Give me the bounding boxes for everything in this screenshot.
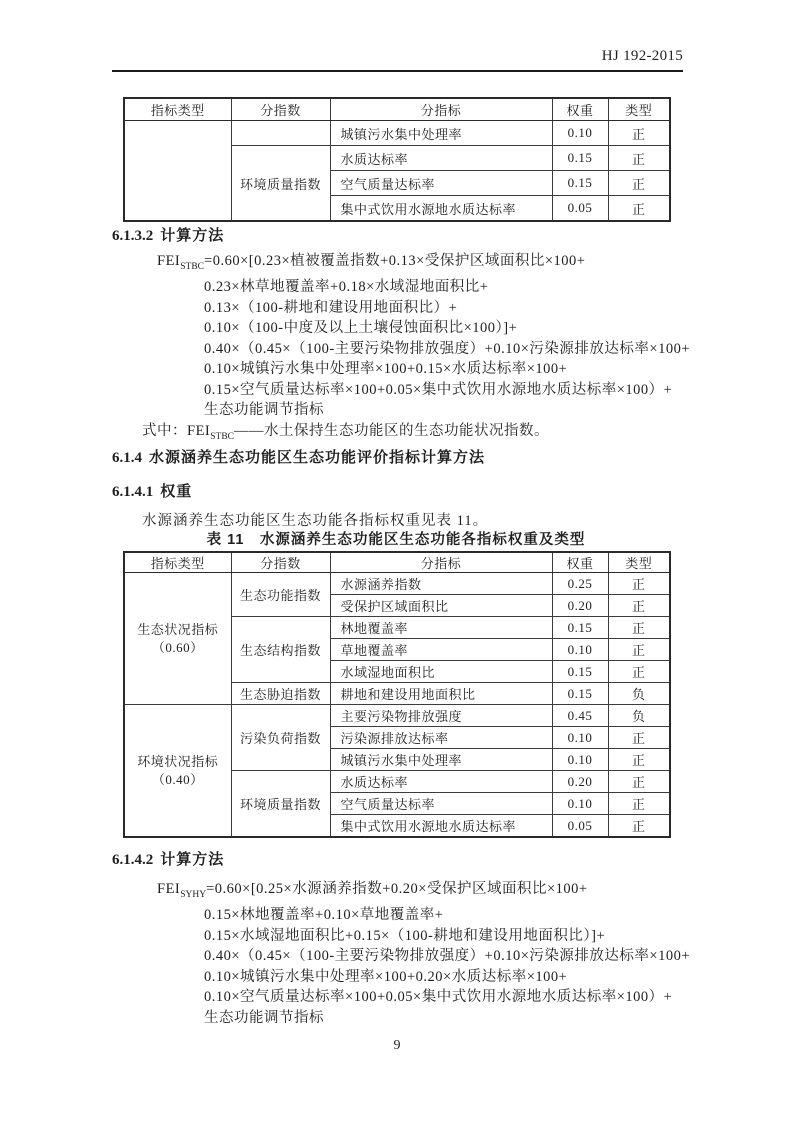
table-row [124, 573, 670, 595]
section-title: 权重 [160, 483, 193, 500]
table-cell-weight: 0.10 [552, 727, 608, 749]
formula-line [157, 251, 690, 277]
table-cell-weight: 0.10 [552, 793, 608, 815]
table-cell-subindex: 生态功能指数 [231, 573, 330, 617]
table-cell-subindicator: 主要污染物排放强度 [330, 705, 552, 727]
formula-line: 0.13×（100-耕地和建设用地面积比）+ [204, 299, 458, 316]
header-rule [112, 70, 683, 72]
formula-line [157, 879, 690, 905]
table-cell-weight: 0.20 [552, 771, 608, 793]
paragraph-weights-reference: 水源涵养生态功能区生态功能各指标权重见表 11。 [142, 513, 489, 529]
table-cell-weight: 0.15 [552, 171, 608, 196]
table-cell-weight: 0.15 [552, 617, 608, 639]
section-title: 计算方法 [160, 227, 225, 244]
table-cell-subindex: 生态胁迫指数 [231, 683, 330, 705]
table-cell-polarity: 正 [608, 171, 670, 196]
column-header-subindex: 分指数 [231, 98, 330, 121]
indicator-type-label: 环境状况指标 [137, 753, 219, 769]
table-cell-empty-subindex [231, 121, 330, 146]
section-number: 6.1.3.2 [112, 228, 154, 244]
formula-line: 生态功能调节指标 [204, 402, 324, 419]
table-row [124, 705, 670, 727]
column-header-indicator-type: 指标类型 [124, 98, 231, 121]
column-header-subindex: 分指数 [231, 552, 330, 573]
table-cell-subindicator: 集中式饮用水源地水质达标率 [330, 815, 552, 838]
formula-line: 0.10×城镇污水集中处理率×100+0.15×水质达标率×100+ [204, 361, 568, 378]
formula-variable: FEI [187, 423, 211, 439]
table-cell-polarity: 负 [608, 683, 670, 705]
table-cell-subindicator: 污染源排放达标率 [330, 727, 552, 749]
table-cell-weight: 0.05 [552, 196, 608, 222]
formula-line: 0.40×（0.45×（100-主要污染物排放强度）+0.10×污染源排放达标率×100+ [204, 948, 691, 965]
where-prefix: 式中： [142, 423, 187, 439]
section-title: 水源涵养生态功能区生态功能评价指标计算方法 [149, 449, 486, 466]
table-cell-subindex: 生态结构指数 [231, 617, 330, 683]
section-number: 6.1.4.1 [112, 484, 154, 500]
section-heading-6-1-4-1 [112, 480, 192, 501]
table-cell-subindicator: 耕地和建设用地面积比 [330, 683, 552, 705]
table-cell-polarity: 正 [608, 771, 670, 793]
table-cell-polarity: 正 [608, 121, 670, 146]
table-cell-polarity: 正 [608, 196, 670, 222]
table-cell-polarity: 正 [608, 727, 670, 749]
table-cell-subindicator: 城镇污水集中处理率 [330, 749, 552, 771]
table-cell-indicator-type [124, 705, 231, 838]
table-cell-polarity: 负 [608, 705, 670, 727]
table-cell-polarity: 正 [608, 639, 670, 661]
table-cell-subindicator: 空气质量达标率 [330, 171, 552, 196]
formula-subscript: STBC [180, 261, 205, 272]
formula-variable: FEI [157, 881, 181, 897]
formula-variable: FEI [157, 253, 181, 269]
section-heading-6-1-4 [112, 446, 485, 467]
table-cell-subindicator: 水源涵养指数 [330, 573, 552, 595]
where-definition: ——水土保持生态功能区的生态功能状况指数。 [234, 423, 550, 439]
table-cell-weight: 0.15 [552, 683, 608, 705]
formula-line: 生态功能调节指标 [204, 1009, 324, 1026]
column-header-polarity: 类型 [608, 98, 670, 121]
table-cell-weight: 0.15 [552, 146, 608, 171]
table-cell-weight: 0.20 [552, 595, 608, 617]
formula-line: 0.15×林地覆盖率+0.10×草地覆盖率+ [204, 907, 444, 924]
table-cell-polarity: 正 [608, 617, 670, 639]
table-cell-subindex: 环境质量指数 [231, 146, 330, 222]
table-cell-subindicator: 集中式饮用水源地水质达标率 [330, 196, 552, 222]
formula-where-clause [142, 419, 549, 442]
table-cell-empty-type [124, 121, 231, 222]
formula-line: 0.10×城镇污水集中处理率×100+0.20×水质达标率×100+ [204, 968, 568, 985]
column-header-weight: 权重 [552, 552, 608, 573]
table-11-caption: 表 11 水源涵养生态功能区生态功能各指标权重及类型 [206, 532, 586, 548]
indicator-type-weight: （0.40） [151, 771, 204, 787]
section-heading-6-1-4-2 [112, 848, 224, 869]
section-title: 计算方法 [160, 851, 225, 868]
table-cell-polarity: 正 [608, 815, 670, 838]
table-cell-polarity: 正 [608, 573, 670, 595]
page-number: 9 [393, 1038, 401, 1053]
table-cell-subindicator: 受保护区域面积比 [330, 595, 552, 617]
formula-text: =0.60×[0.23×植被覆盖指数+0.13×受保护区域面积比×100+ [204, 253, 586, 269]
table-cell-indicator-type [124, 573, 231, 705]
column-header-indicator-type: 指标类型 [124, 552, 231, 573]
table-cell-subindicator: 水域湿地面积比 [330, 661, 552, 683]
table-cell-polarity: 正 [608, 146, 670, 171]
formula-text: =0.60×[0.25×水源涵养指数+0.20×受保护区域面积比×100+ [206, 881, 588, 897]
formula-subscript: STBC [210, 431, 235, 442]
formula-fei-stbc [157, 251, 690, 421]
table-cell-subindicator: 林地覆盖率 [330, 617, 552, 639]
weight-table-continued [123, 97, 671, 222]
table-cell-polarity: 正 [608, 749, 670, 771]
table-cell-subindex: 环境质量指数 [231, 771, 330, 838]
table-cell-weight: 0.05 [552, 815, 608, 838]
table-cell-weight: 0.15 [552, 661, 608, 683]
formula-subscript: SYHY [180, 889, 207, 900]
column-header-subindicator: 分指标 [330, 552, 552, 573]
indicator-type-weight: （0.60） [151, 639, 204, 655]
formula-line: 0.23×林草地覆盖率+0.18×水域湿地面积比+ [204, 279, 489, 296]
table-row [124, 121, 670, 146]
table-header-row [124, 552, 670, 573]
section-number: 6.1.4.2 [112, 852, 154, 868]
column-header-polarity: 类型 [608, 552, 670, 573]
table-cell-subindicator: 城镇污水集中处理率 [330, 121, 552, 146]
table-cell-weight: 0.45 [552, 705, 608, 727]
table-cell-subindicator: 水质达标率 [330, 771, 552, 793]
formula-fei-syhy [157, 879, 690, 1028]
doc-code-header: HJ 192-2015 [601, 48, 683, 64]
section-heading-6-1-3-2 [112, 224, 224, 245]
formula-line: 0.10×（100-中度及以上土壤侵蚀面积比×100）]+ [204, 320, 518, 337]
section-number: 6.1.4 [112, 450, 142, 466]
table-cell-polarity: 正 [608, 661, 670, 683]
table-cell-polarity: 正 [608, 595, 670, 617]
table-cell-weight: 0.10 [552, 639, 608, 661]
formula-line: 0.40×（0.45×（100-主要污染物排放强度）+0.10×污染源排放达标率×100+ [204, 340, 691, 357]
indicator-type-label: 生态状况指标 [137, 621, 219, 637]
formula-line: 0.15×水域湿地面积比+0.15×（100-耕地和建设用地面积比）]+ [204, 927, 606, 944]
table-cell-weight: 0.10 [552, 749, 608, 771]
formula-line: 0.10×空气质量达标率×100+0.05×集中式饮用水源地水质达标率×100）+ [204, 989, 673, 1006]
table-cell-subindicator: 空气质量达标率 [330, 793, 552, 815]
column-header-subindicator: 分指标 [330, 98, 552, 121]
table-cell-weight: 0.10 [552, 121, 608, 146]
column-header-weight: 权重 [552, 98, 608, 121]
table-11 [123, 551, 671, 838]
table-cell-subindicator: 水质达标率 [330, 146, 552, 171]
table-header-row [124, 98, 670, 121]
table-cell-polarity: 正 [608, 793, 670, 815]
formula-line: 0.15×空气质量达标率×100+0.05×集中式饮用水源地水质达标率×100）+ [204, 381, 673, 398]
table-cell-weight: 0.25 [552, 573, 608, 595]
table-cell-subindex: 污染负荷指数 [231, 705, 330, 771]
table-cell-subindicator: 草地覆盖率 [330, 639, 552, 661]
